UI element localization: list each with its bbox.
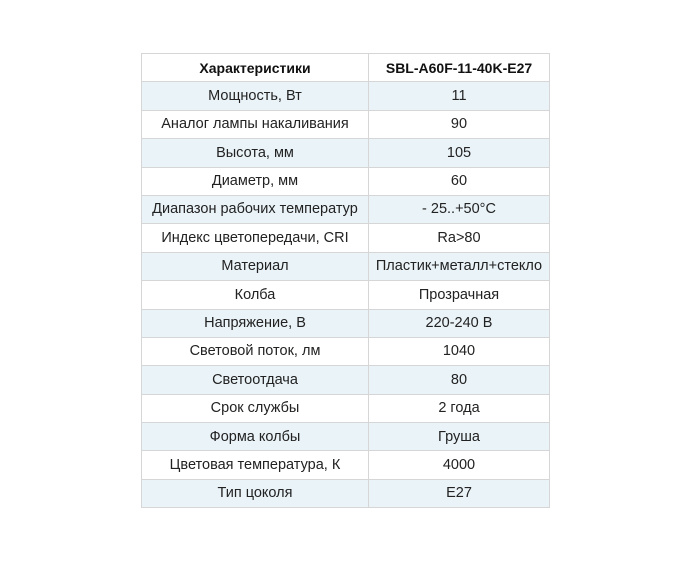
spec-value-cell: 80 [369,366,550,394]
header-row [142,54,550,82]
spec-table-header [142,54,550,82]
table-row [142,281,550,309]
spec-name-cell: Диаметр, мм [142,167,369,195]
spec-name-cell: Высота, мм [142,139,369,167]
spec-value-cell: 2 года [369,394,550,422]
spec-value-cell: E27 [369,479,550,507]
spec-name-cell: Диапазон рабочих температур [142,195,369,223]
table-row [142,110,550,138]
table-row [142,224,550,252]
table-row [142,394,550,422]
spec-value-cell: Ra>80 [369,224,550,252]
table-row [142,423,550,451]
header-name-cell: Характеристики [142,54,369,82]
spec-name-cell: Напряжение, В [142,309,369,337]
table-row [142,451,550,479]
spec-value-cell: 220-240 В [369,309,550,337]
table-row [142,309,550,337]
table-row [142,479,550,507]
spec-name-cell: Срок службы [142,394,369,422]
spec-table [141,53,550,508]
spec-name-cell: Форма колбы [142,423,369,451]
spec-name-cell: Материал [142,252,369,280]
table-row [142,252,550,280]
spec-name-cell: Цветовая температура, К [142,451,369,479]
spec-value-cell: 1040 [369,337,550,365]
spec-value-cell: Прозрачная [369,281,550,309]
table-row [142,139,550,167]
table-row [142,82,550,110]
table-row [142,337,550,365]
header-value-cell: SBL-A60F-11-40K-E27 [369,54,550,82]
spec-name-cell: Колба [142,281,369,309]
spec-name-cell: Тип цоколя [142,479,369,507]
spec-name-cell: Индекс цветопередачи, CRI [142,224,369,252]
spec-value-cell: 60 [369,167,550,195]
spec-value-cell: 11 [369,82,550,110]
spec-value-cell: 4000 [369,451,550,479]
spec-name-cell: Аналог лампы накаливания [142,110,369,138]
spec-value-cell: - 25..+50°C [369,195,550,223]
spec-value-cell: Груша [369,423,550,451]
spec-name-cell: Светоотдача [142,366,369,394]
spec-table-body [142,82,550,508]
spec-value-cell: Пластик+металл+стекло [369,252,550,280]
table-row [142,195,550,223]
spec-name-cell: Мощность, Вт [142,82,369,110]
table-row [142,366,550,394]
table-row [142,167,550,195]
spec-name-cell: Световой поток, лм [142,337,369,365]
spec-value-cell: 90 [369,110,550,138]
spec-value-cell: 105 [369,139,550,167]
